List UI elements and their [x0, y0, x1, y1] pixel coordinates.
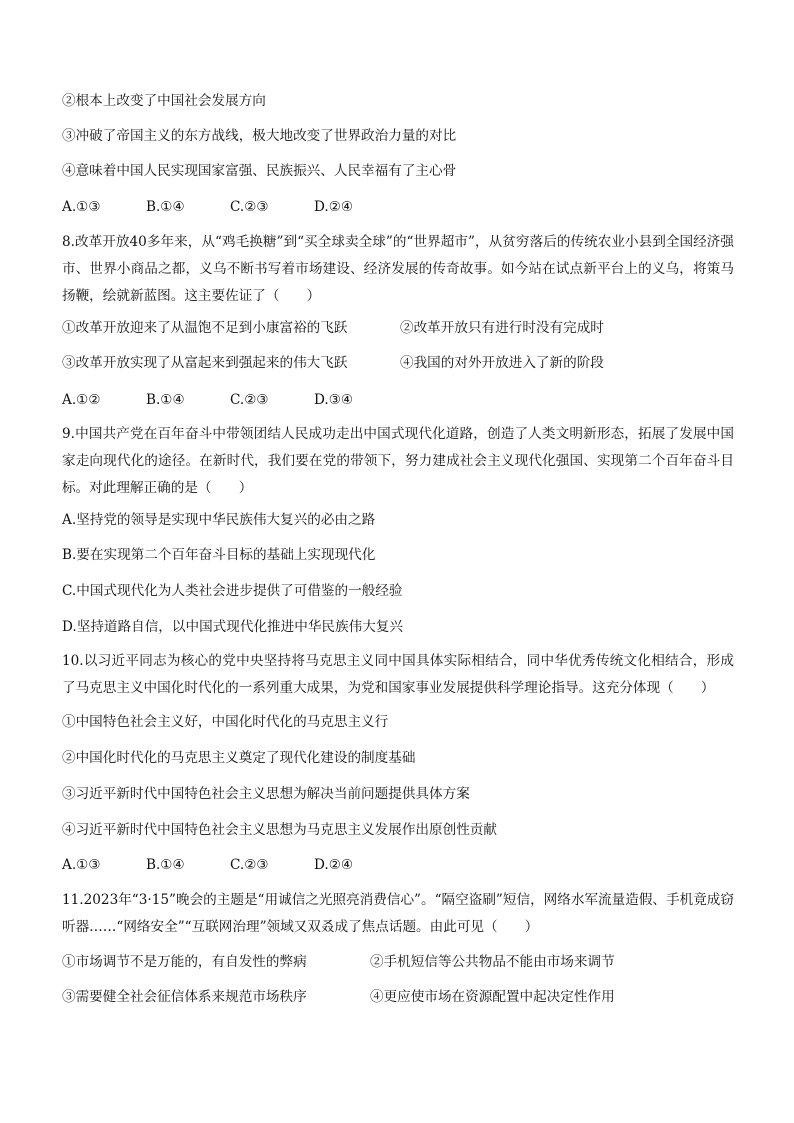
q10-statement-2: ②中国化时代化的马克思主义奠定了现代化建设的制度基础 — [62, 750, 416, 766]
q10-options — [62, 855, 398, 875]
q10-statement-4: ④习近平新时代中国特色社会主义思想为马克思主义发展作出原创性贡献 — [62, 822, 497, 838]
q8-statement-4: ④我国的对外开放进入了新的阶段 — [400, 355, 604, 371]
q7-option-c: C.②③ — [230, 199, 269, 215]
q8-statement-2: ②改革开放只有进行时没有完成时 — [400, 320, 604, 336]
q8-option-d: D.③④ — [314, 392, 354, 408]
q10-statement-1: ①中国特色社会主义好，中国化时代化的马克思主义行 — [62, 714, 389, 730]
q7-option-a: A.①③ — [62, 199, 101, 215]
q11-stem: 11.2023年“3·15”晚会的主题是“用诚信之光照亮消费信心”。“隔空盗刷”短信，网络水军流量造假、手机竟成窃听器……“网络安全”“互联网治理”领域又双叒成了焦点话题。由此可见（ ） — [62, 892, 734, 935]
q10-option-b: B.①④ — [146, 857, 185, 873]
q11-statement-4: ④更应使市场在资源配置中起决定性作用 — [370, 989, 615, 1005]
q11-statement-1: ①市场调节不是万能的，有自发性的弊病 — [62, 954, 307, 970]
q7-statement-3: ③冲破了帝国主义的东方战线，极大地改变了世界政治力量的对比 — [62, 128, 457, 144]
q10-option-d: D.②④ — [314, 857, 354, 873]
q9-option-b: B.要在实现第二个百年奋斗目标的基础上实现现代化 — [62, 547, 376, 563]
q8-options — [62, 390, 398, 410]
q7-statement-2: ②根本上改变了中国社会发展方向 — [62, 93, 266, 109]
q10-statement-3: ③习近平新时代中国特色社会主义思想为解决当前问题提供具体方案 — [62, 786, 470, 802]
q8-option-c: C.②③ — [230, 392, 269, 408]
q9-stem: 9.中国共产党在百年奋斗中带领团结人民成功走出中国式现代化道路，创造了人类文明新形态，拓展了发展中国家走向现代化的途径。在新时代，我们要在党的带领下，努力建成社会主义现代化强国、实现第二个百年奋斗目标。对此理解正确的是（ ） — [62, 426, 734, 496]
q7-options — [62, 197, 398, 217]
q8-statement-3: ③改革开放实现了从富起来到强起来的伟大飞跃 — [62, 355, 348, 371]
q8-option-b: B.①④ — [146, 392, 185, 408]
q11-statement-2: ②手机短信等公共物品不能由市场来调节 — [370, 954, 615, 970]
q8-option-a: A.①② — [62, 392, 101, 408]
q9-option-a: A.坚持党的领导是实现中华民族伟大复兴的必由之路 — [62, 512, 376, 528]
q11-statement-3: ③需要健全社会征信体系来规范市场秩序 — [62, 989, 307, 1005]
q8-stem: 8.改革开放40多年来，从“鸡毛换糖”到“买全球卖全球”的“世界超市”，从贫穷落后的传统农业小县到全国经济强市、世界小商品之都，义乌不断书写着市场建设、经济发展的传奇故事。如今站在试点新平台上的义乌，将策马扬鞭，绘就新蓝图。这主要佐证了（ ） — [62, 234, 734, 304]
q7-statement-4: ④意味着中国人民实现国家富强、民族振兴、人民幸福有了主心骨 — [62, 163, 457, 179]
q10-option-a: A.①③ — [62, 857, 101, 873]
q9-option-d: D.坚持道路自信，以中国式现代化推进中华民族伟大复兴 — [62, 619, 403, 635]
q7-option-b: B.①④ — [146, 199, 185, 215]
q7-option-d: D.②④ — [314, 199, 354, 215]
q8-statement-1: ①改革开放迎来了从温饱不足到小康富裕的飞跃 — [62, 320, 348, 336]
q9-option-c: C.中国式现代化为人类社会进步提供了可借鉴的一般经验 — [62, 583, 403, 599]
q10-stem: 10.以习近平同志为核心的党中央坚持将马克思主义同中国具体实际相结合，同中华优秀传统文化相结合，形成了马克思主义中国化时代化的一系列重大成果，为党和国家事业发展提供科学理论指导。这充分体现（ ） — [62, 653, 734, 696]
q10-option-c: C.②③ — [230, 857, 269, 873]
